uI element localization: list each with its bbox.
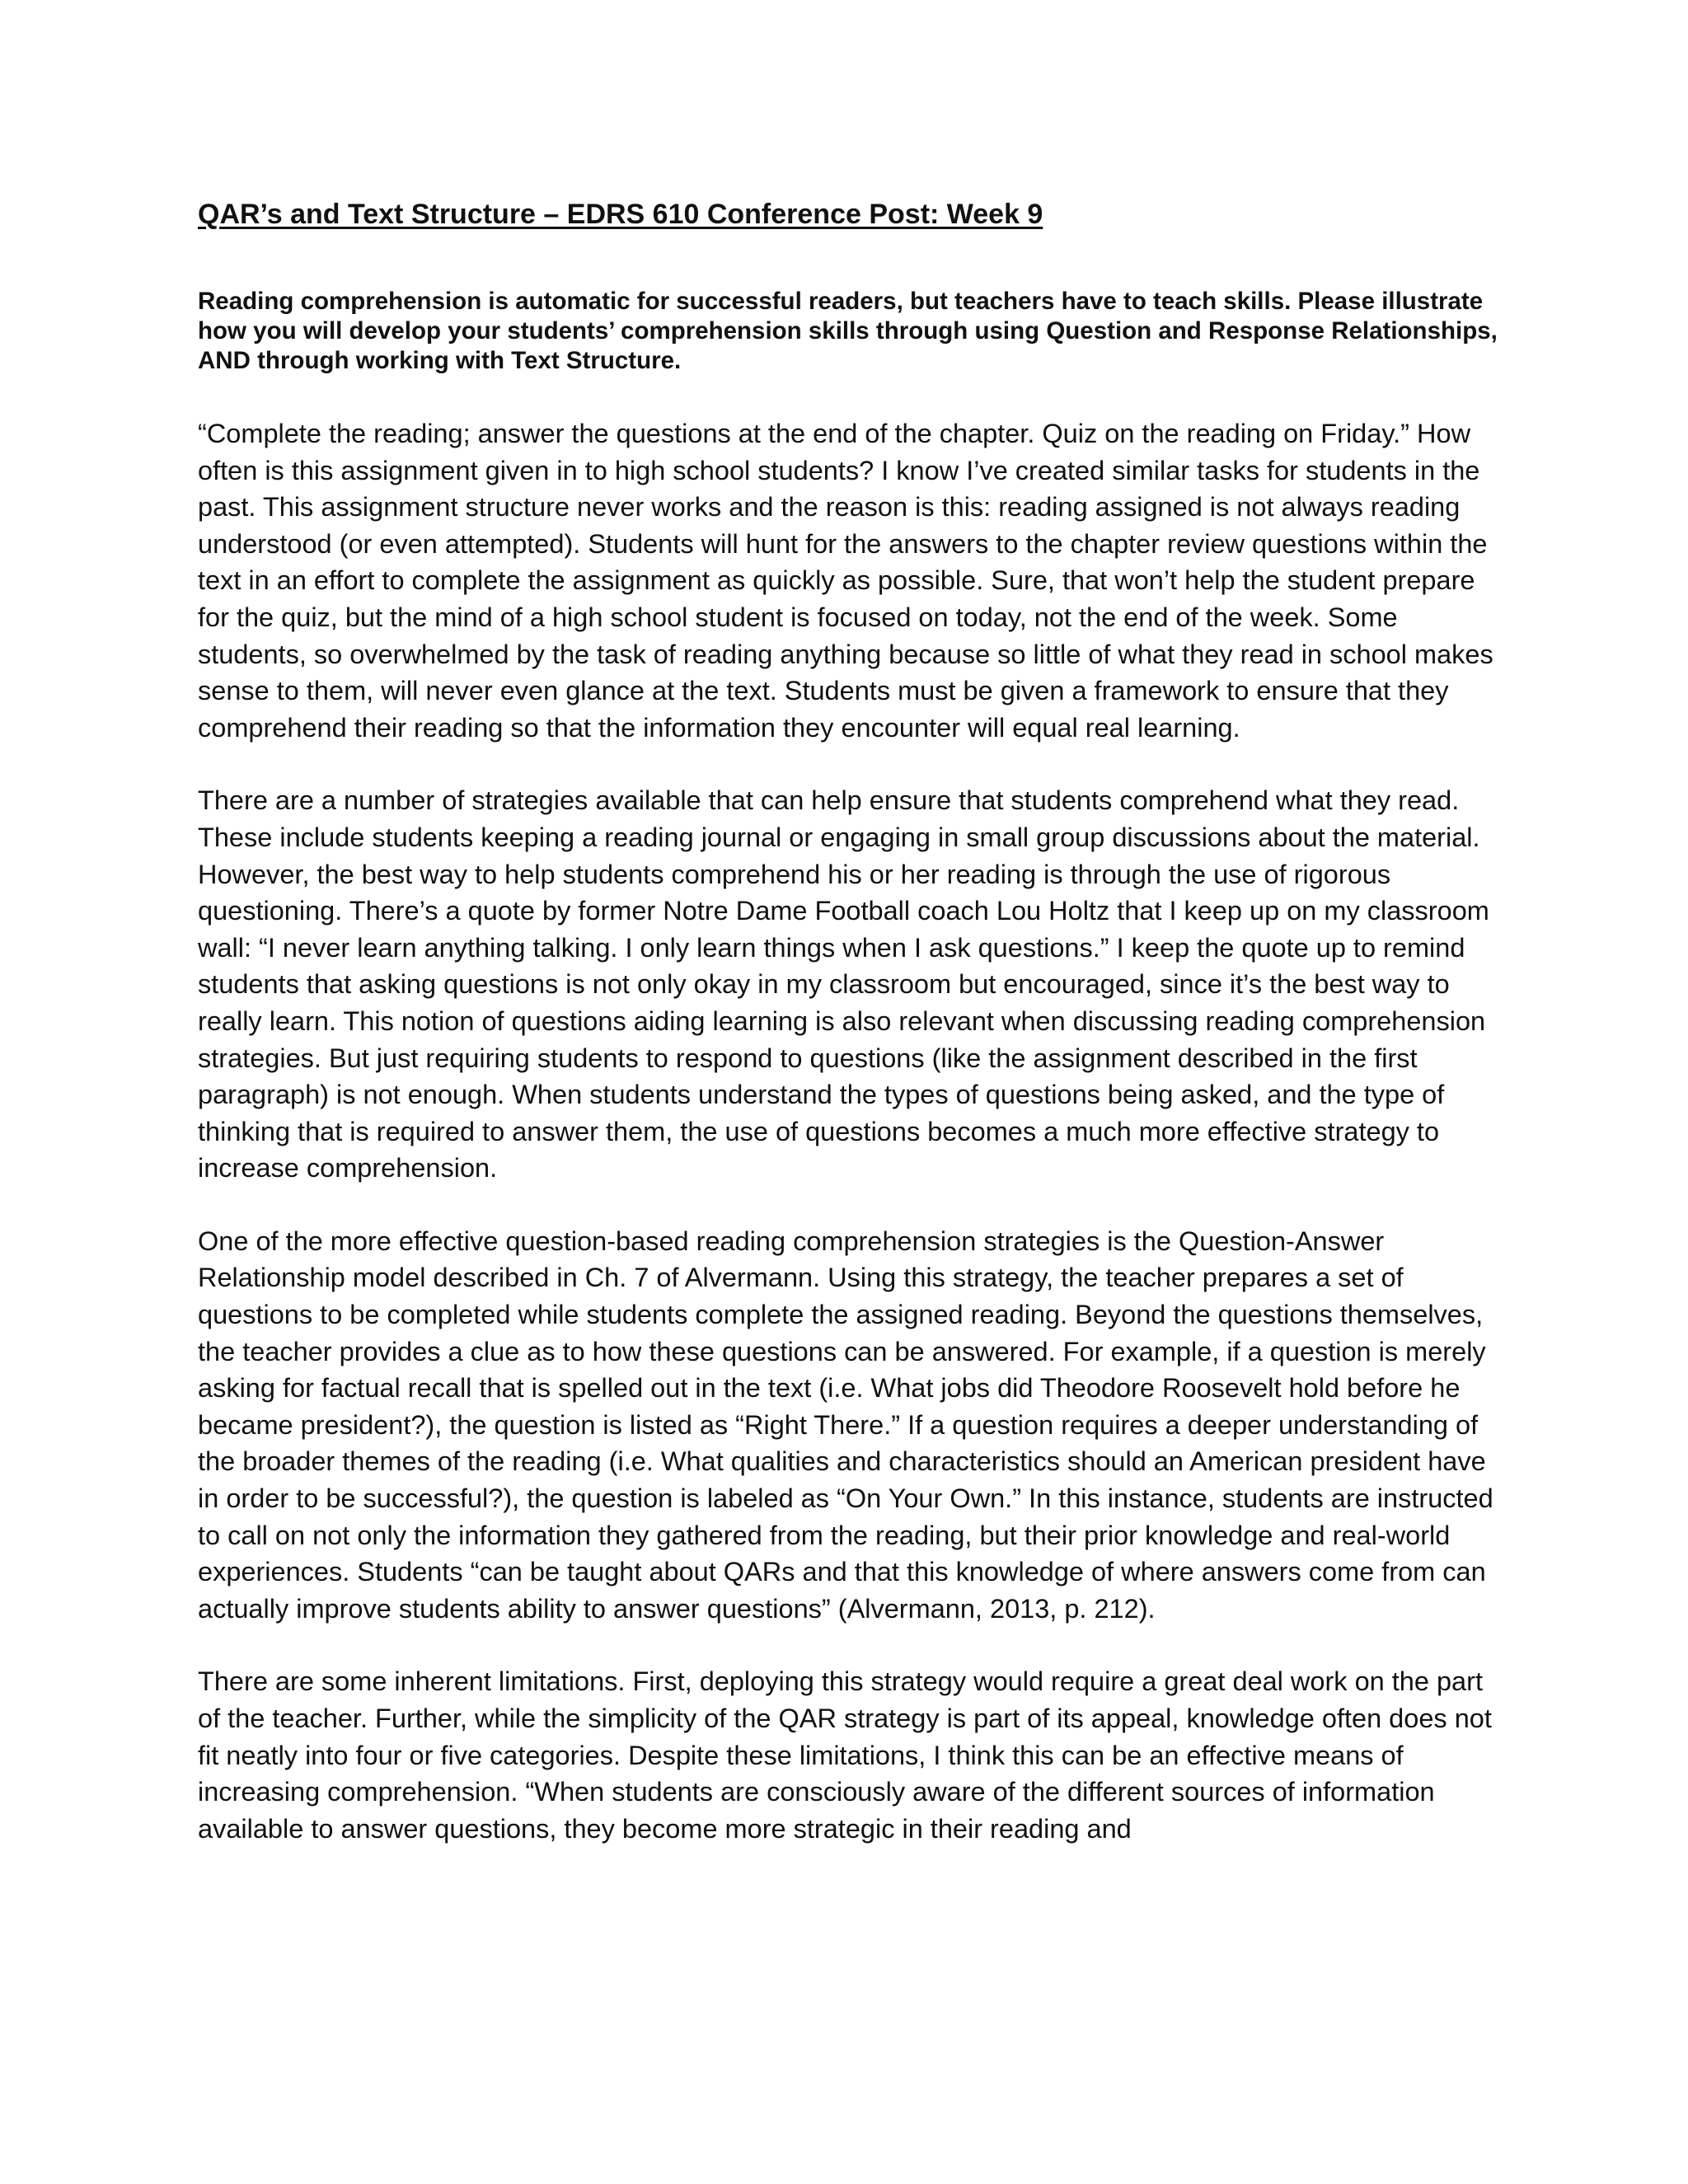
paragraph-4: There are some inherent limitations. First, deploying this strategy would require a great deal work on the part of the teacher. Further, while the simplicity of the QAR strategy is part of its appeal, knowledge often does not fit neatly into four or five categories. Despite these limitations, I think this can be an effective means of increasing comprehension. “When students are consciously aware of the different sources of information available to answer questions, they become more strategic in their reading and [198, 1666, 1492, 1844]
paragraph-3: One of the more effective question-based reading comprehension strategies is the Question-Answer Relationship model described in Ch. 7 of Alvermann. Using this strategy, the teacher prepares a set of questions to be completed while students complete the assigned reading. Beyond the questions themselves, the teacher provides a clue as to how these questions can be answered. For example, if a question is merely asking for factual recall that is spelled out in the text (i.e. What jobs did Theodore Roosevelt hold before he became president?), the question is listed as “Right There.” If a question requires a deeper understanding of the broader themes of the reading (i.e. What qualities and characteristics should an American president have in order to be successful?), the question is labeled as “On Your Own.” In this instance, students are instructed to call on not only the information they gathered from the reading, but their prior knowledge and real-world experiences. Students “can be taught about QARs and that this knowledge of where answers come from can actually improve students ability to answer questions” (Alvermann, 2013, p. 212). [198, 1226, 1493, 1624]
paragraph-1: “Complete the reading; answer the questions at the end of the chapter. Quiz on the reading on Friday.” How often is this assignment given in to high school students? I know I’ve created similar tasks for students in the past. This assignment structure never works and the reason is this: reading assigned is not always reading understood (or even attempted). Students will hunt for the answers to the chapter review questions within the text in an effort to complete the assignment as quickly as possible. Sure, that won’t help the student prepare for the quiz, but the mind of a high school student is focused on today, not the end of the week. Some students, so overwhelmed by the task of reading anything because so little of what they read in school makes sense to them, will never even glance at the text. Students must be given a framework to ensure that they comprehend their reading so that the information they encounter will equal real learning. [198, 419, 1493, 743]
document-title: QAR’s and Text Structure – EDRS 610 Conference Post: Week 9 [198, 199, 1043, 230]
document-content [198, 191, 1508, 1847]
paragraph-2: There are a number of strategies available that can help ensure that students comprehend what they read. These include students keeping a reading journal or engaging in small group discussions about the material. However, the best way to help students comprehend his or her reading is through the use of rigorous questioning. There’s a quote by former Notre Dame Football coach Lou Holtz that I keep up on my classroom wall: “I never learn anything talking. I only learn things when I ask questions.” I keep the quote up to remind students that asking questions is not only okay in my classroom but encouraged, since it’s the best way to really learn. This notion of questions aiding learning is also relevant when discussing reading comprehension strategies. But just requiring students to respond to questions (like the assignment described in the first paragraph) is not enough. When students understand the types of questions being asked, and the type of thinking that is required to answer them, the use of questions becomes a much more effective strategy to increase comprehension. [198, 785, 1489, 1183]
assignment-prompt: Reading comprehension is automatic for successful readers, but teachers have to teach skills. Please illustrate how you will develop your students’ comprehension skills through using Question and Response Relationships, AND through working with Text Structure. [198, 288, 1498, 374]
